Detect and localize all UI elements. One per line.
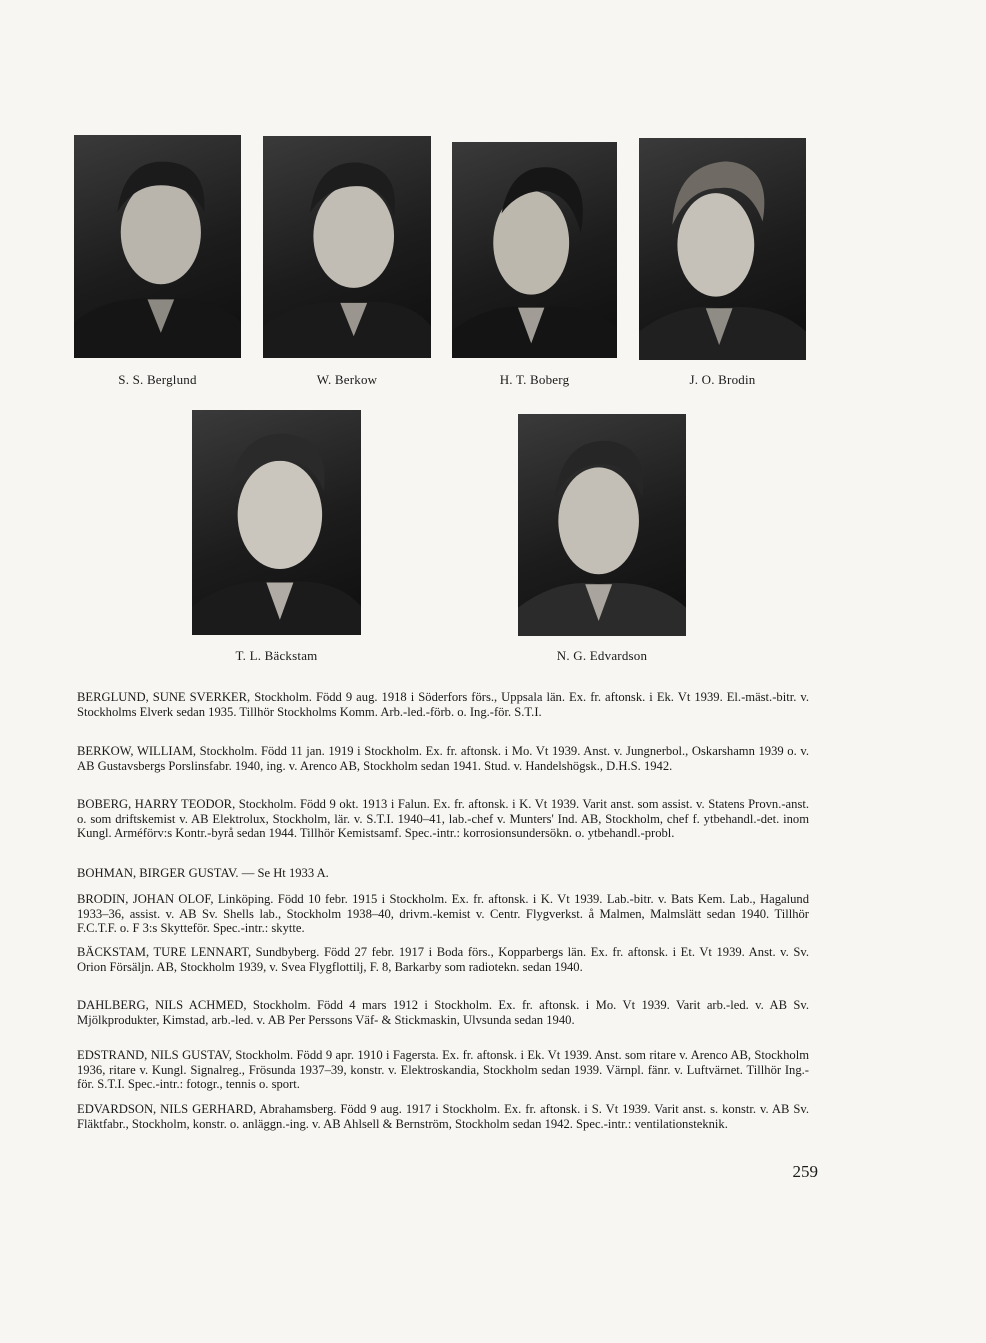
photo-caption: H. T. Boberg	[499, 372, 570, 387]
portrait-photo	[263, 136, 431, 358]
bio-entry: BOHMAN, BIRGER GUSTAV. — Se Ht 1933 A.	[77, 866, 329, 880]
portrait-photo	[74, 135, 241, 358]
portrait-photo	[639, 138, 806, 360]
photo-caption: S. S. Berglund	[118, 372, 197, 387]
bio-entry: BERGLUND, SUNE SVERKER, Stockholm. Född 9 aug. 1918 i Söderfors förs., Uppsala län. Ex. fr. aftonsk. i Ek. Vt 1939. El.-mäst.-bitr. v. Stockholms Elverk sedan 1935. Tillhör Stockholms Komm. Arb.-led.-förb. o. Ing.-för. S.T.I.	[77, 690, 809, 719]
bio-entry: EDVARDSON, NILS GERHARD, Abrahamsberg. Född 9 aug. 1917 i Stockholm. Ex. fr. aftonsk. i S. Vt 1939. Varit anst. s. konstr. v. AB Sv. Fläktfabr., Stockholm, konstr. o. anläggn.-ing. v. AB Ahlsell & Bernström, Stockholm sedan 1942. Spec.-intr.: ventilationsteknik.	[77, 1102, 809, 1131]
bio-entry: EDSTRAND, NILS GUSTAV, Stockholm. Född 9 apr. 1910 i Fagersta. Ex. fr. aftonsk. i Ek. Vt 1939. Anst. som ritare v. Arenco AB, Stockholm 1936, ritare v. Kungl. Signalreg., Frösunda 1937–39, konstr. v. Elektroskandia, Stockholm sedan 1939. Värnpl. fänr. v. Luftvärnet. Tillhör Ing.-för. S.T.I. Spec.-intr.: fotogr., tennis o. sport.	[77, 1048, 809, 1092]
bio-entry: BERKOW, WILLIAM, Stockholm. Född 11 jan. 1919 i Stockholm. Ex. fr. aftonsk. i Mo. Vt 1939. Anst. v. Jungnerbol., Oskarshamn 1939 o. v. AB Gustavsbergs Porslinsfabr. 1940, ing. v. Arenco AB, Stockholm sedan 1941. Stud. v. Handelshögsk., D.H.S. 1942.	[77, 744, 809, 773]
bio-entry: BÄCKSTAM, TURE LENNART, Sundbyberg. Född 27 febr. 1917 i Boda förs., Kopparbergs län. Ex. fr. aftonsk. i Et. Vt 1939. Anst. v. Sv. Orion Försäljn. AB, Stockholm 1939, v. Svea Flygflottilj, F. 8, Barkarby som radiotekn. sedan 1940.	[77, 945, 809, 974]
photo-caption: T. L. Bäckstam	[235, 648, 318, 663]
portrait-photo	[518, 414, 686, 636]
photo-caption: N. G. Edvardson	[556, 648, 648, 663]
portrait-photo	[192, 410, 361, 635]
bio-entry: BOBERG, HARRY TEODOR, Stockholm. Född 9 okt. 1913 i Falun. Ex. fr. aftonsk. i K. Vt 1939. Varit anst. som assist. v. Statens Provn.-anst. o. som driftskemist v. AB Elektrolux, Stockholm, lär. v. S.T.I. 1940–41, lab.-chef v. Munters' Ind. AB, Stockholm, chef f. ytbehandl.-det. inom Kungl. Arméförv:s Kontr.-byrå sedan 1944. Tillhör Kemistsamf. Spec.-intr.: korrosionsundersökn. o. ytbehandl.-probl.	[77, 797, 809, 841]
portrait-photo	[452, 142, 617, 358]
bio-entry: DAHLBERG, NILS ACHMED, Stockholm. Född 4 mars 1912 i Stockholm. Ex. fr. aftonsk. i Mo. Vt 1939. Varit arb.-led. v. AB Sv. Mjölkprodukter, Kimstad, arb.-led. v. AB Per Perssons Väf- & Stickmaskin, Ulvsunda sedan 1940.	[77, 998, 809, 1027]
bio-entry: BRODIN, JOHAN OLOF, Linköping. Född 10 febr. 1915 i Stockholm. Ex. fr. aftonsk. i K. Vt 1939. Lab.-bitr. v. Bats Kem. Lab., Hagalund 1933–36, assist. v. AB Sv. Shells lab., Stockholm 1938–40, drivm.-kemist v. Centr. Flygverkst. å Malmen, Malmslätt sedan 1940. Tillhör F.C.T.F. o. F 3:s Skytteför. Spec.-intr.: skytte.	[77, 892, 809, 936]
photo-caption: J. O. Brodin	[689, 372, 756, 387]
page-number: 259	[792, 1162, 818, 1181]
photo-caption: W. Berkow	[316, 372, 378, 387]
